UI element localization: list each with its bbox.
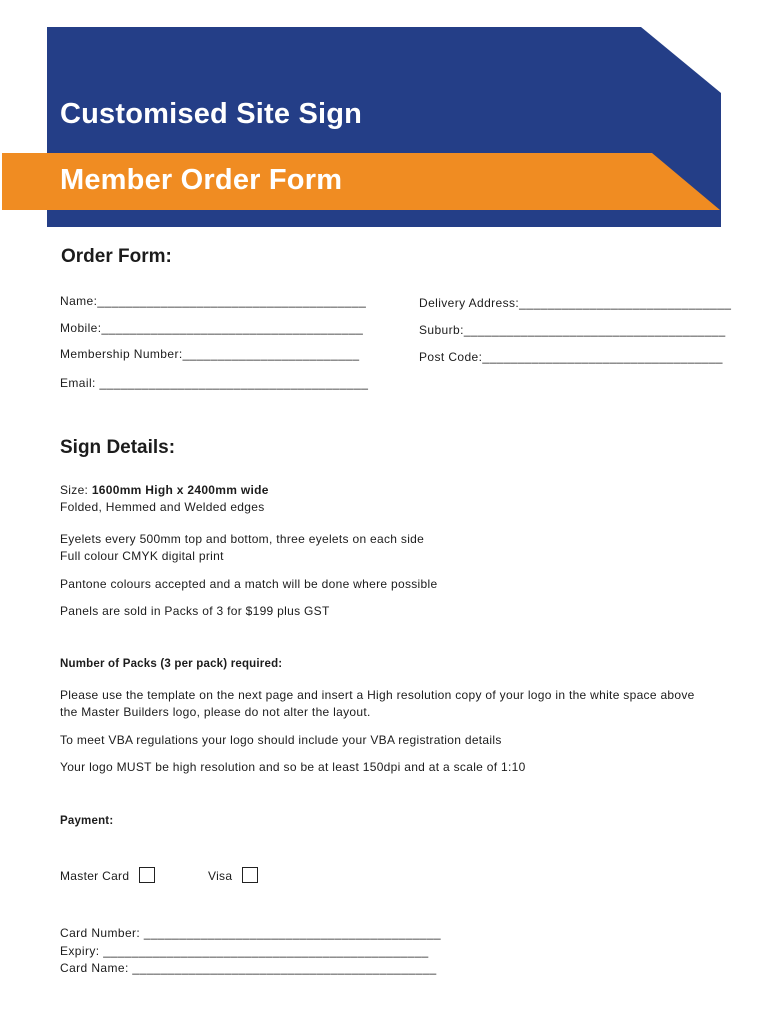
post-code-field[interactable]: Post Code:__________________________________ — [419, 350, 723, 364]
page-subtitle: Member Order Form — [60, 164, 343, 196]
sign-edges: Folded, Hemmed and Welded edges — [60, 500, 265, 514]
name-field[interactable]: Name:______________________________________ — [60, 294, 367, 308]
visa-checkbox[interactable] — [242, 867, 258, 883]
email-field[interactable]: Email: ______________________________________ — [60, 376, 369, 390]
sign-eyelets: Eyelets every 500mm top and bottom, three eyelets on each side — [60, 532, 425, 546]
mastercard-label: Master Card — [60, 869, 130, 883]
card-name-field[interactable]: Card Name: ___________________________________________ — [60, 961, 437, 975]
logo-instructions-line1: Please use the template on the next page and insert a High resolution copy of your logo in the white space above — [60, 688, 695, 702]
page-title: Customised Site Sign — [60, 98, 363, 130]
size-value: 1600mm High x 2400mm wide — [91, 483, 269, 497]
order-form-heading: Order Form: — [61, 246, 172, 267]
sign-panels-price: Panels are sold in Packs of 3 for $199 plus GST — [60, 604, 330, 618]
mobile-field[interactable]: Mobile:_____________________________________ — [60, 321, 364, 335]
card-number-field[interactable]: Card Number: __________________________________________ — [60, 926, 441, 940]
delivery-address-field[interactable]: Delivery Address:______________________________ — [419, 296, 732, 310]
size-prefix: Size: — [60, 483, 92, 497]
suburb-field[interactable]: Suburb:_____________________________________ — [419, 323, 726, 337]
sign-print: Full colour CMYK digital print — [60, 549, 224, 563]
payment-heading: Payment: — [60, 815, 114, 827]
packs-required-field[interactable]: Number of Packs (3 per pack) required: — [60, 658, 283, 670]
sign-pantone: Pantone colours accepted and a match will be done where possible — [60, 577, 438, 591]
expiry-field[interactable]: Expiry: ______________________________________________ — [60, 944, 429, 958]
membership-number-field[interactable]: Membership Number:_________________________ — [60, 347, 360, 361]
mastercard-checkbox[interactable] — [139, 867, 155, 883]
resolution-requirement: Your logo MUST be high resolution and so be at least 150dpi and at a scale of 1:10 — [60, 760, 526, 774]
logo-instructions-line2: the Master Builders logo, please do not alter the layout. — [60, 705, 371, 719]
visa-label: Visa — [208, 869, 233, 883]
sign-details-heading: Sign Details: — [60, 437, 176, 458]
vba-requirement: To meet VBA regulations your logo should include your VBA registration details — [60, 733, 502, 747]
sign-size — [60, 482, 269, 499]
